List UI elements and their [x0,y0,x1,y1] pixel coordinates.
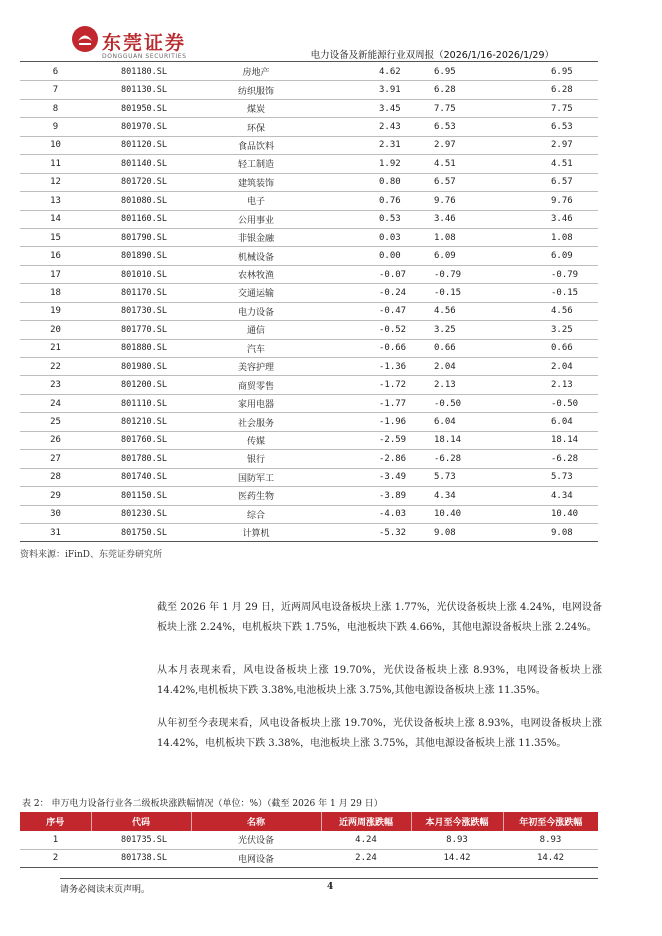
row-two-week-change: -0.52 [321,321,411,339]
row-ytd-change: 18.14 [503,431,598,449]
row-code: 801780.SL [91,450,191,468]
row-name: 家用电器 [191,394,321,412]
row-name: 建筑装饰 [191,173,321,191]
row-two-week-change: -2.59 [321,431,411,449]
header-ytd: 年初至今涨跌幅 [503,812,598,831]
row-code: 801080.SL [91,192,191,210]
row-number: 20 [20,321,91,339]
row-two-week-change: -1.36 [321,358,411,376]
row-code: 801970.SL [91,118,191,136]
row-name: 房地产 [191,63,321,81]
table-source-note: 资料来源：iFinD、东莞证券研究所 [20,550,163,560]
row-code: 801730.SL [91,302,191,320]
company-logo [70,24,190,64]
table-row [20,321,598,339]
row-month-change: 0.66 [411,339,503,357]
row-ytd-change: 6.95 [503,63,598,81]
row-two-week-change: -5.32 [321,523,411,541]
row-code: 801110.SL [91,394,191,412]
row-two-week-change: -0.24 [321,284,411,302]
row-code: 801750.SL [91,523,191,541]
row-two-week-change: -0.47 [321,302,411,320]
row-code: 801150.SL [91,487,191,505]
table-row [20,831,598,849]
row-code: 801760.SL [91,431,191,449]
row-ytd-change: 3.46 [503,210,598,228]
paragraph-ytd: 从年初至今表现来看，风电设备板块上涨 19.70%，光伏设备板块上涨 8.93%，电网设备板块上涨 14.42%，电机板块下跌 3.38%，电池板块上涨 3.75%，其他电源设备板块上涨 11.35%。 [157,718,602,749]
table-row [20,849,598,868]
row-code: 801950.SL [91,99,191,117]
table-row [20,247,598,265]
table-row [20,376,598,394]
row-two-week-change: 0.53 [321,210,411,228]
row-number: 24 [20,394,91,412]
row-code: 801980.SL [91,358,191,376]
table-row [20,523,598,541]
header-divider [20,61,598,62]
row-code: 801170.SL [91,284,191,302]
row-two-week-change: 2.43 [321,118,411,136]
row-two-week-change: 4.24 [321,831,411,849]
row-code: 801770.SL [91,321,191,339]
row-number: 13 [20,192,91,210]
row-name: 食品饮料 [191,136,321,154]
row-two-week-change: 4.62 [321,63,411,81]
row-month-change: -0.50 [411,394,503,412]
table-row [20,136,598,154]
page-number: 4 [327,882,334,892]
row-number: 7 [20,81,91,99]
row-code: 801720.SL [91,173,191,191]
row-two-week-change: 0.80 [321,173,411,191]
row-month-change: 4.51 [411,155,503,173]
row-code: 801140.SL [91,155,191,173]
row-two-week-change: -2.86 [321,450,411,468]
row-number: 15 [20,228,91,246]
row-number: 25 [20,413,91,431]
row-name: 煤炭 [191,99,321,117]
row-month-change: 6.95 [411,63,503,81]
row-month-change: 6.57 [411,173,503,191]
row-name: 电网设备 [191,849,321,868]
row-number: 23 [20,376,91,394]
table-row [20,431,598,449]
row-number: 9 [20,118,91,136]
row-number: 6 [20,63,91,81]
row-ytd-change: 7.75 [503,99,598,117]
table-row [20,81,598,99]
row-code: 801160.SL [91,210,191,228]
row-month-change: 4.56 [411,302,503,320]
row-month-change: 6.28 [411,81,503,99]
row-number: 16 [20,247,91,265]
row-ytd-change: 2.13 [503,376,598,394]
row-name: 纺织服饰 [191,81,321,99]
row-name: 传媒 [191,431,321,449]
sub-sector-performance-table [20,812,598,868]
row-month-change: -6.28 [411,450,503,468]
table-row [20,468,598,486]
row-ytd-change: 1.08 [503,228,598,246]
row-month-change: -0.15 [411,284,503,302]
header-code: 代码 [91,812,191,831]
row-number: 29 [20,487,91,505]
row-name: 电子 [191,192,321,210]
row-ytd-change: -0.79 [503,265,598,283]
row-month-change: -0.79 [411,265,503,283]
row-number: 31 [20,523,91,541]
row-code: 801180.SL [91,63,191,81]
row-ytd-change: 4.56 [503,302,598,320]
row-month-change: 7.75 [411,99,503,117]
row-ytd-change: -0.50 [503,394,598,412]
row-name: 银行 [191,450,321,468]
row-name: 光伏设备 [191,831,321,849]
row-name: 交通运输 [191,284,321,302]
table-row [20,99,598,117]
row-month-change: 2.97 [411,136,503,154]
table-row [20,118,598,136]
row-month-change: 6.53 [411,118,503,136]
row-ytd-change: 9.76 [503,192,598,210]
row-name: 计算机 [191,523,321,541]
row-ytd-change: 6.28 [503,81,598,99]
row-ytd-change: 0.66 [503,339,598,357]
row-code: 801120.SL [91,136,191,154]
row-month-change: 9.76 [411,192,503,210]
row-two-week-change: 1.92 [321,155,411,173]
row-two-week-change: 2.24 [321,849,411,868]
row-month-change: 2.13 [411,376,503,394]
row-ytd-change: -6.28 [503,450,598,468]
table-row [20,192,598,210]
row-number: 27 [20,450,91,468]
row-name: 商贸零售 [191,376,321,394]
industry-performance-table [20,63,598,542]
row-ytd-change: 9.08 [503,523,598,541]
table-row [20,413,598,431]
row-name: 公用事业 [191,210,321,228]
row-code: 801210.SL [91,413,191,431]
row-number: 30 [20,505,91,523]
row-code: 801735.SL [91,831,191,849]
paragraph-two-week: 截至 2026 年 1 月 29 日，近两周风电设备板块上涨 1.77%，光伏设备板块上涨 4.24%，电网设备板块上涨 2.24%，电机板块下跌 1.75%，电池板块下跌 4.66%，其他电源设备板块上涨 2.24%。 [157,602,602,633]
row-number: 1 [20,831,91,849]
row-ytd-change: 5.73 [503,468,598,486]
header-month: 本月至今涨跌幅 [411,812,503,831]
row-number: 18 [20,284,91,302]
row-ytd-change: 6.04 [503,413,598,431]
row-ytd-change: 10.40 [503,505,598,523]
row-month-change: 6.04 [411,413,503,431]
table-row [20,155,598,173]
row-ytd-change: 3.25 [503,321,598,339]
row-name: 医药生物 [191,487,321,505]
row-month-change: 3.46 [411,210,503,228]
row-two-week-change: 0.76 [321,192,411,210]
row-name: 农林牧渔 [191,265,321,283]
row-name: 轻工制造 [191,155,321,173]
header-name: 名称 [191,812,321,831]
table-row [20,339,598,357]
table-row [20,505,598,523]
row-number: 2 [20,849,91,868]
row-ytd-change: 14.42 [503,849,598,868]
row-two-week-change: 0.03 [321,228,411,246]
row-number: 17 [20,265,91,283]
paragraph-month: 从本月表现来看，风电设备板块上涨 19.70%，光伏设备板块上涨 8.93%，电网设备板块上涨 14.42%,电机板块下跌 3.38%,电池板块上涨 3.75%,其他电源设备板块上涨 11.35%。 [157,665,602,696]
row-number: 28 [20,468,91,486]
row-name: 通信 [191,321,321,339]
row-month-change: 1.08 [411,228,503,246]
row-ytd-change: 8.93 [503,831,598,849]
row-ytd-change: 2.97 [503,136,598,154]
row-name: 非银金融 [191,228,321,246]
row-code: 801890.SL [91,247,191,265]
row-two-week-change: 0.00 [321,247,411,265]
row-two-week-change: -3.49 [321,468,411,486]
row-two-week-change: -0.66 [321,339,411,357]
row-month-change: 5.73 [411,468,503,486]
footer-divider [60,878,598,879]
logo-emblem-icon [70,24,100,54]
row-ytd-change: -0.15 [503,284,598,302]
table-row [20,173,598,191]
row-month-change: 8.93 [411,831,503,849]
row-name: 环保 [191,118,321,136]
row-two-week-change: 2.31 [321,136,411,154]
row-month-change: 14.42 [411,849,503,868]
row-name: 国防军工 [191,468,321,486]
row-number: 8 [20,99,91,117]
row-two-week-change: 3.91 [321,81,411,99]
footer-disclaimer: 请务必阅读末页声明。 [60,885,151,895]
row-code: 801880.SL [91,339,191,357]
header-two-week: 近两周涨跌幅 [321,812,411,831]
row-name: 汽车 [191,339,321,357]
row-month-change: 18.14 [411,431,503,449]
row-month-change: 10.40 [411,505,503,523]
row-ytd-change: 4.34 [503,487,598,505]
row-number: 11 [20,155,91,173]
row-ytd-change: 2.04 [503,358,598,376]
row-name: 社会服务 [191,413,321,431]
row-two-week-change: -0.07 [321,265,411,283]
row-number: 12 [20,173,91,191]
row-code: 801230.SL [91,505,191,523]
table-header-row [20,812,598,831]
table-row [20,284,598,302]
row-code: 801130.SL [91,81,191,99]
row-number: 22 [20,358,91,376]
row-code: 801790.SL [91,228,191,246]
row-number: 26 [20,431,91,449]
table-row [20,228,598,246]
header-no: 序号 [20,812,91,831]
row-code: 801010.SL [91,265,191,283]
row-name: 美容护理 [191,358,321,376]
logo-chinese-name: 东莞证券 [102,32,187,54]
table-row [20,63,598,81]
row-number: 19 [20,302,91,320]
row-two-week-change: -1.77 [321,394,411,412]
row-two-week-change: 3.45 [321,99,411,117]
row-month-change: 4.34 [411,487,503,505]
row-number: 10 [20,136,91,154]
row-ytd-change: 4.51 [503,155,598,173]
table-row [20,210,598,228]
table-row [20,265,598,283]
row-name: 电力设备 [191,302,321,320]
row-month-change: 2.04 [411,358,503,376]
table-row [20,450,598,468]
row-month-change: 9.08 [411,523,503,541]
table2-caption: 表 2： 申万电力设备行业各二级板块涨跌幅情况（单位：%）（截至 2026 年 1 月 29 日） [22,799,383,809]
row-month-change: 6.09 [411,247,503,265]
row-code: 801740.SL [91,468,191,486]
row-two-week-change: -3.89 [321,487,411,505]
row-name: 机械设备 [191,247,321,265]
row-ytd-change: 6.53 [503,118,598,136]
row-two-week-change: -4.03 [321,505,411,523]
row-number: 21 [20,339,91,357]
row-number: 14 [20,210,91,228]
table-row [20,487,598,505]
row-month-change: 3.25 [411,321,503,339]
table-row [20,302,598,320]
row-ytd-change: 6.57 [503,173,598,191]
row-name: 综合 [191,505,321,523]
row-two-week-change: -1.96 [321,413,411,431]
logo-english-name: DONGGUAN SECURITIES [102,53,187,60]
row-code: 801200.SL [91,376,191,394]
row-two-week-change: -1.72 [321,376,411,394]
report-title: 电力设备及新能源行业双周报（2026/1/16-2026/1/29） [310,50,554,61]
row-code: 801738.SL [91,849,191,868]
table-row [20,394,598,412]
row-ytd-change: 6.09 [503,247,598,265]
table-row [20,358,598,376]
